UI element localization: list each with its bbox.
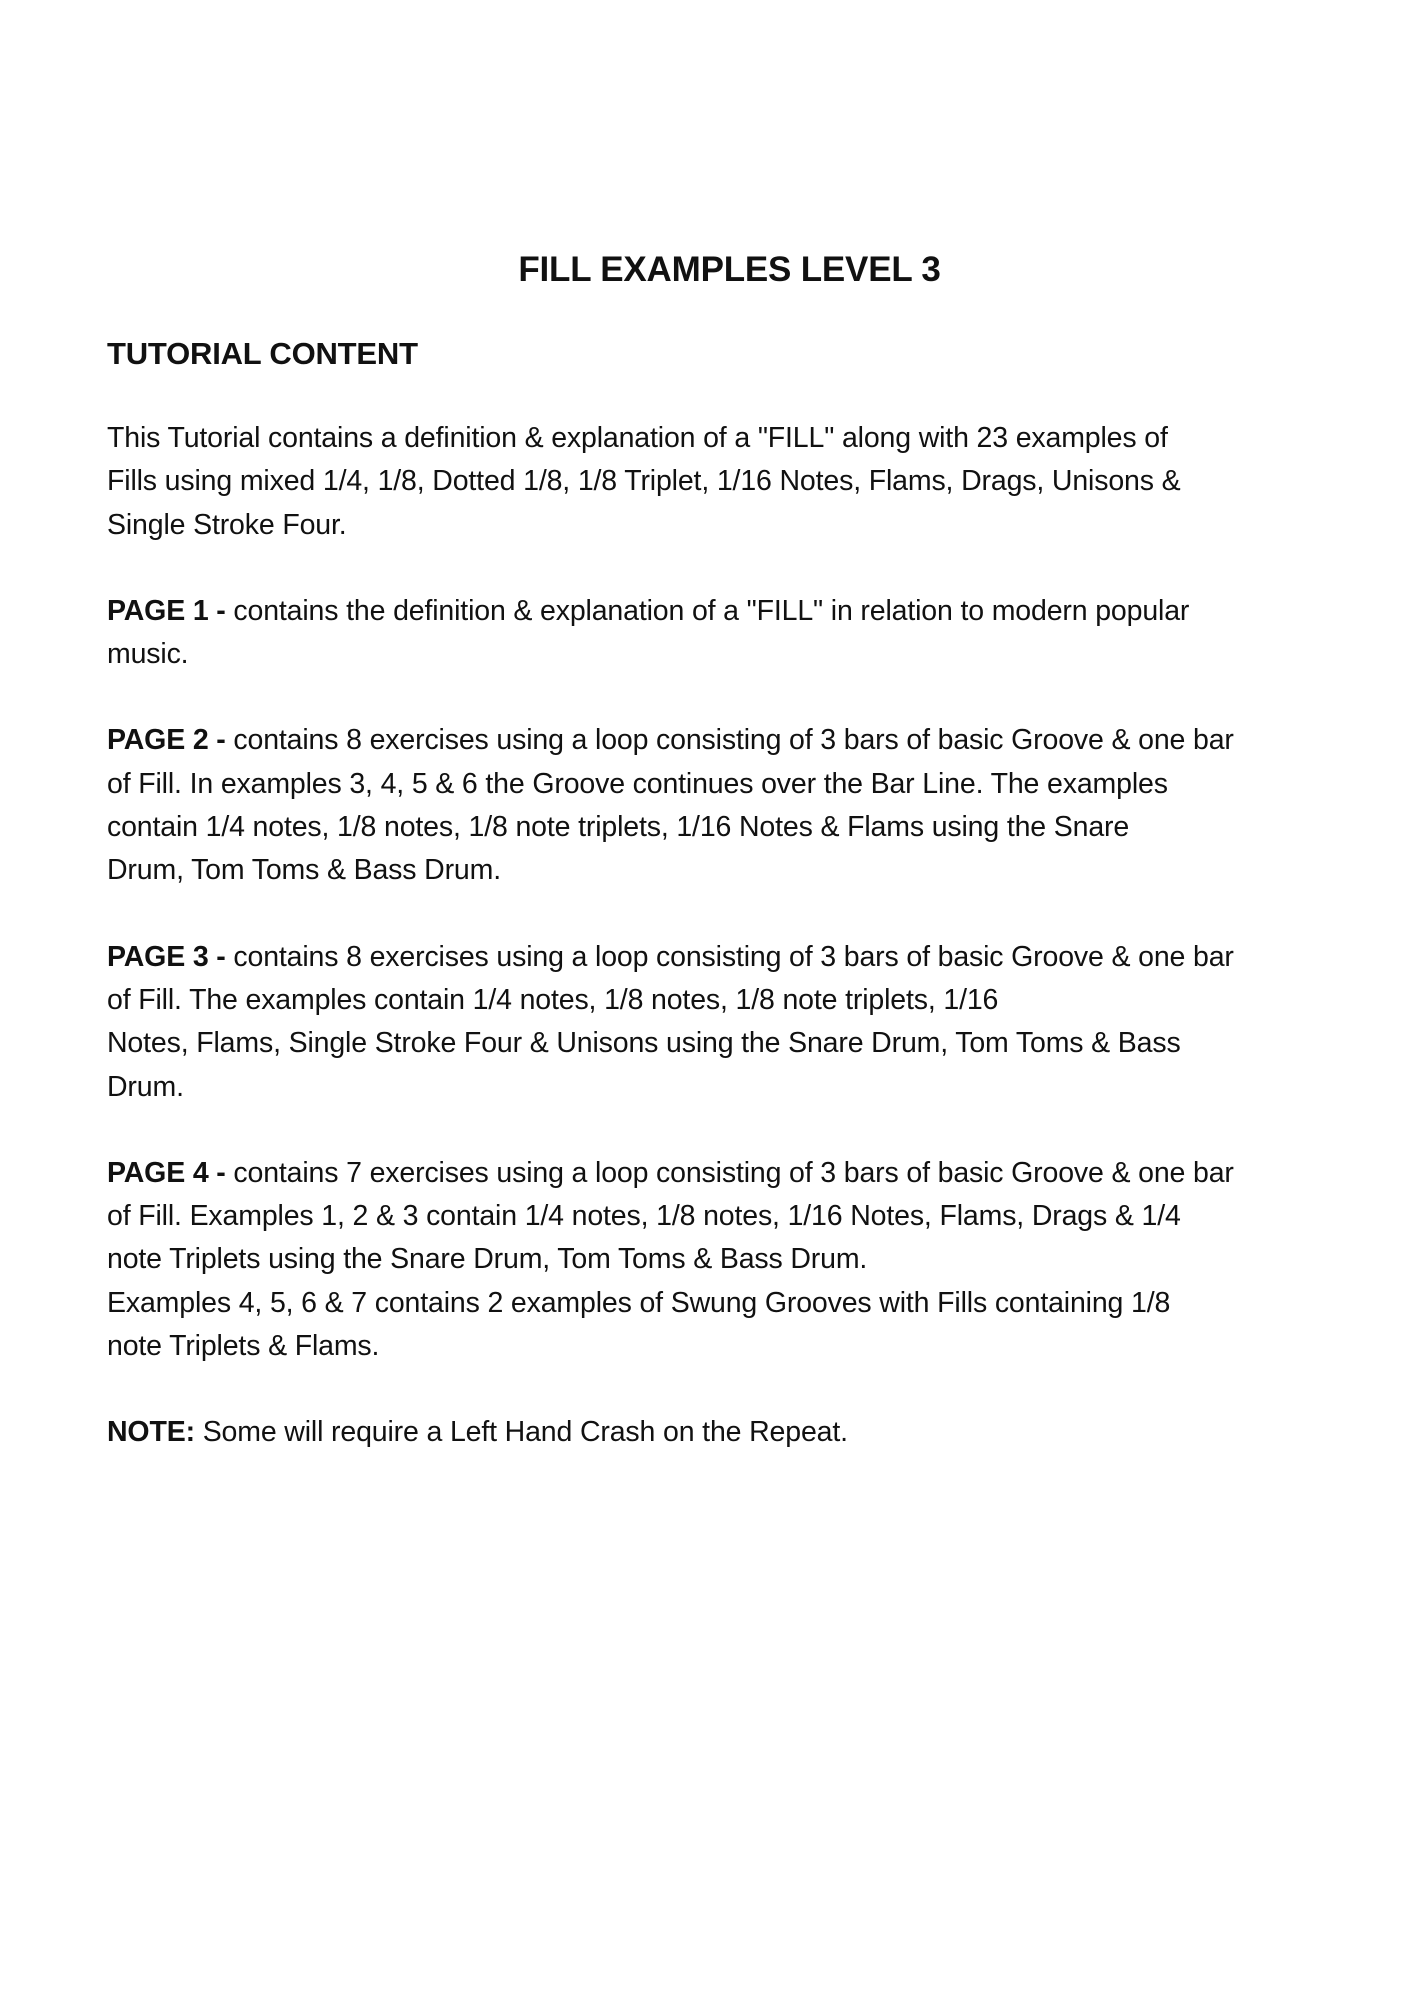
note-paragraph (107, 1411, 1327, 1454)
intro-line: Fills using mixed 1/4, 1/8, Dotted 1/8, 1/8 Triplet, 1/16 Notes, Flams, Drags, Unisons & (107, 465, 1181, 498)
page3-line (107, 936, 1327, 979)
page4-line: Examples 4, 5, 6 & 7 contains 2 examples of Swung Grooves with Fills containing 1/8 (107, 1286, 1171, 1319)
page2-label: PAGE 2 - (107, 724, 226, 757)
page2-line: Drum, Tom Toms & Bass Drum. (107, 854, 501, 887)
section-heading-tutorial-content: TUTORIAL CONTENT (107, 336, 418, 371)
note-line (107, 1411, 1327, 1454)
document-title: FILL EXAMPLES LEVEL 3 (518, 250, 941, 289)
page3-paragraph (107, 936, 1327, 1109)
page3-line: of Fill. The examples contain 1/4 notes, 1/8 notes, 1/8 note triplets, 1/16 (107, 983, 999, 1016)
page3-line: Notes, Flams, Single Stroke Four & Unisons using the Snare Drum, Tom Toms & Bass (107, 1027, 1181, 1060)
intro-paragraph (107, 417, 1327, 547)
page2-line (107, 719, 1327, 762)
page4-line: note Triplets & Flams. (107, 1330, 380, 1363)
page3-text: contains 8 exercises using a loop consisting of 3 bars of basic Groove & one bar (225, 940, 1234, 973)
page4-line: of Fill. Examples 1, 2 & 3 contain 1/4 notes, 1/8 notes, 1/16 Notes, Flams, Drags & 1/4 (107, 1200, 1181, 1233)
page2-text: contains 8 exercises using a loop consisting of 3 bars of basic Groove & one bar (225, 724, 1234, 757)
page1-paragraph (107, 590, 1327, 677)
page2-line: contain 1/4 notes, 1/8 notes, 1/8 note triplets, 1/16 Notes & Flams using the Snare (107, 811, 1130, 844)
page2-paragraph (107, 719, 1327, 892)
page1-line (107, 590, 1327, 633)
page4-paragraph (107, 1152, 1327, 1368)
intro-line: This Tutorial contains a definition & explanation of a "FILL" along with 23 examples of (107, 422, 1168, 454)
page1-label: PAGE 1 - (107, 594, 226, 627)
page1-text: contains the definition & explanation of a "FILL" in relation to modern popular (225, 594, 1190, 627)
page3-label: PAGE 3 - (107, 940, 226, 973)
page4-line: note Triplets using the Snare Drum, Tom Toms & Bass Drum. (107, 1243, 868, 1276)
page1-line: music. (107, 638, 189, 671)
document-page (107, 248, 1327, 1455)
intro-line: Single Stroke Four. (107, 508, 347, 541)
page3-line: Drum. (107, 1070, 184, 1103)
note-label: NOTE: (107, 1416, 195, 1449)
note-text: Some will require a Left Hand Crash on the Repeat. (194, 1416, 848, 1449)
page4-label: PAGE 4 - (107, 1156, 226, 1189)
page4-line (107, 1152, 1327, 1195)
page2-line: of Fill. In examples 3, 4, 5 & 6 the Groove continues over the Bar Line. The examples (107, 767, 1168, 800)
page4-text: contains 7 exercises using a loop consisting of 3 bars of basic Groove & one bar (225, 1156, 1234, 1189)
